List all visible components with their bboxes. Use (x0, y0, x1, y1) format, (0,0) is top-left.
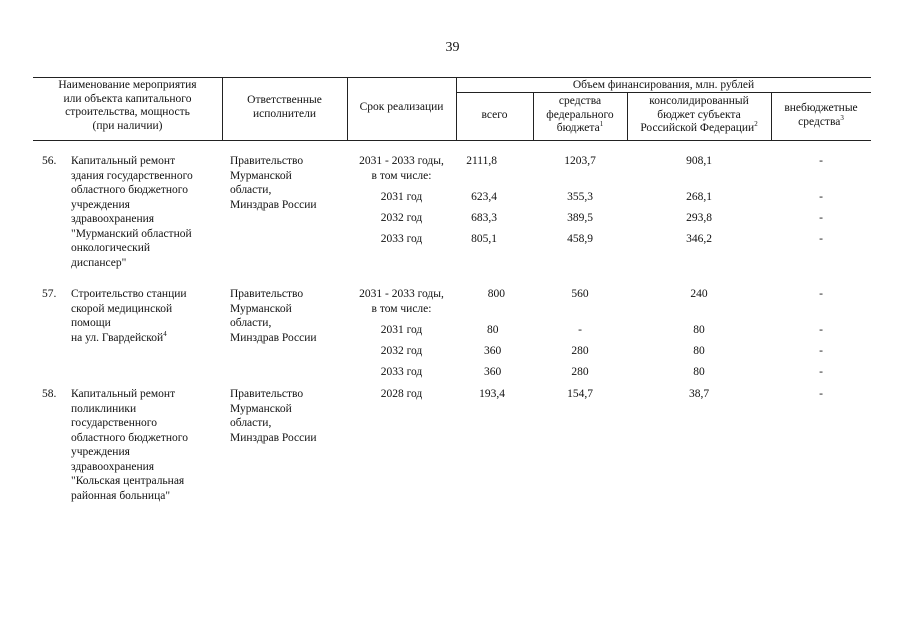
row-number: 57. (42, 288, 57, 300)
footnote-marker: 4 (163, 329, 167, 338)
header-period: Срок реализации (359, 101, 444, 113)
period-cell: 2031 год (380, 324, 423, 336)
header-bottom-rule (33, 140, 871, 141)
period-cell: 2031 - 2033 годы, в том числе: (359, 155, 444, 182)
federal-cell: 280 (571, 366, 589, 378)
total-cell: 2111,8 (466, 155, 497, 167)
header-name: Наименование мероприятия или объекта капитального строительства, мощность (при наличии) (58, 79, 197, 132)
row-name: Строительство станции скорой медицинской помощи на ул. Гвардейской$^4$ (71, 288, 187, 344)
extrabudget-cell: - (819, 366, 823, 378)
federal-cell: 389,5 (567, 212, 593, 224)
header-total: всего (481, 109, 508, 121)
consolidated-cell: 908,1 (686, 155, 712, 167)
federal-cell: 355,3 (567, 191, 593, 203)
footnote-marker: 3 (840, 113, 844, 122)
consolidated-cell: 38,7 (688, 388, 710, 400)
period-cell: 2032 год (380, 212, 423, 224)
extrabudget-cell: - (819, 233, 823, 245)
total-cell: 360 (484, 366, 502, 378)
total-cell: 800 (487, 288, 505, 300)
header-top-rule (33, 77, 871, 78)
header-extrabudget: внебюджетные средства$^3$ (784, 102, 858, 128)
extrabudget-cell: - (819, 212, 823, 224)
total-cell: 623,4 (471, 191, 497, 203)
row-executors: Правительство Мурманской области, Минздрав России (230, 288, 317, 344)
page-number: 39 (445, 40, 460, 55)
extrabudget-cell: - (819, 345, 823, 357)
row-executors: Правительство Мурманской области, Минздрав России (230, 155, 317, 211)
extrabudget-cell: - (819, 388, 823, 400)
consolidated-cell: 80 (693, 366, 705, 378)
federal-cell: - (578, 324, 582, 336)
consolidated-cell: 80 (693, 324, 705, 336)
row-number: 56. (42, 155, 57, 167)
period-cell: 2033 год (380, 366, 423, 378)
extrabudget-cell: - (819, 155, 823, 167)
federal-cell: 154,7 (567, 388, 593, 400)
period-cell: 2032 год (380, 345, 423, 357)
header-funding-group: Объем финансирования, млн. рублей (572, 79, 755, 91)
total-cell: 360 (484, 345, 502, 357)
period-cell: 2031 - 2033 годы, в том числе: (359, 288, 444, 315)
consolidated-cell: 293,8 (686, 212, 712, 224)
extrabudget-cell: - (819, 324, 823, 336)
footnote-marker: 2 (754, 120, 758, 129)
footnote-marker: 1 (599, 120, 604, 129)
federal-cell: 560 (571, 288, 589, 300)
total-cell: 683,3 (471, 212, 497, 224)
consolidated-cell: 346,2 (686, 233, 712, 245)
period-cell: 2031 год (380, 191, 423, 203)
total-cell: 80 (487, 324, 499, 336)
period-cell: 2028 год (380, 388, 423, 400)
federal-cell: 1203,7 (564, 155, 596, 167)
federal-cell: 458,9 (567, 233, 593, 245)
header-federal: средства федерального бюджета$^1$ (546, 95, 614, 134)
consolidated-cell: 268,1 (686, 191, 712, 203)
row-name: Капитальный ремонт здания государственного областного бюджетного учреждения здравоохранения "Мурманский областной онкологический диспансер" (71, 155, 193, 269)
row-name: Капитальный ремонт поликлиники государственного областного бюджетного учреждения здравоохранения "Кольская центральная районная больница" (71, 388, 188, 502)
period-cell: 2033 год (380, 233, 423, 245)
extrabudget-cell: - (819, 288, 823, 300)
header-executors: Ответственные исполнители (247, 94, 322, 120)
consolidated-cell: 80 (693, 345, 705, 357)
federal-cell: 280 (571, 345, 589, 357)
row-executors: Правительство Мурманской области, Минздрав России (230, 388, 317, 444)
total-cell: 805,1 (471, 233, 497, 245)
extrabudget-cell: - (819, 191, 823, 203)
header-consolidated: консолидированный бюджет субъекта Российской Федерации$^2$ (640, 95, 758, 134)
total-cell: 193,4 (479, 388, 505, 400)
consolidated-cell: 240 (690, 288, 708, 300)
row-number: 58. (42, 388, 57, 400)
